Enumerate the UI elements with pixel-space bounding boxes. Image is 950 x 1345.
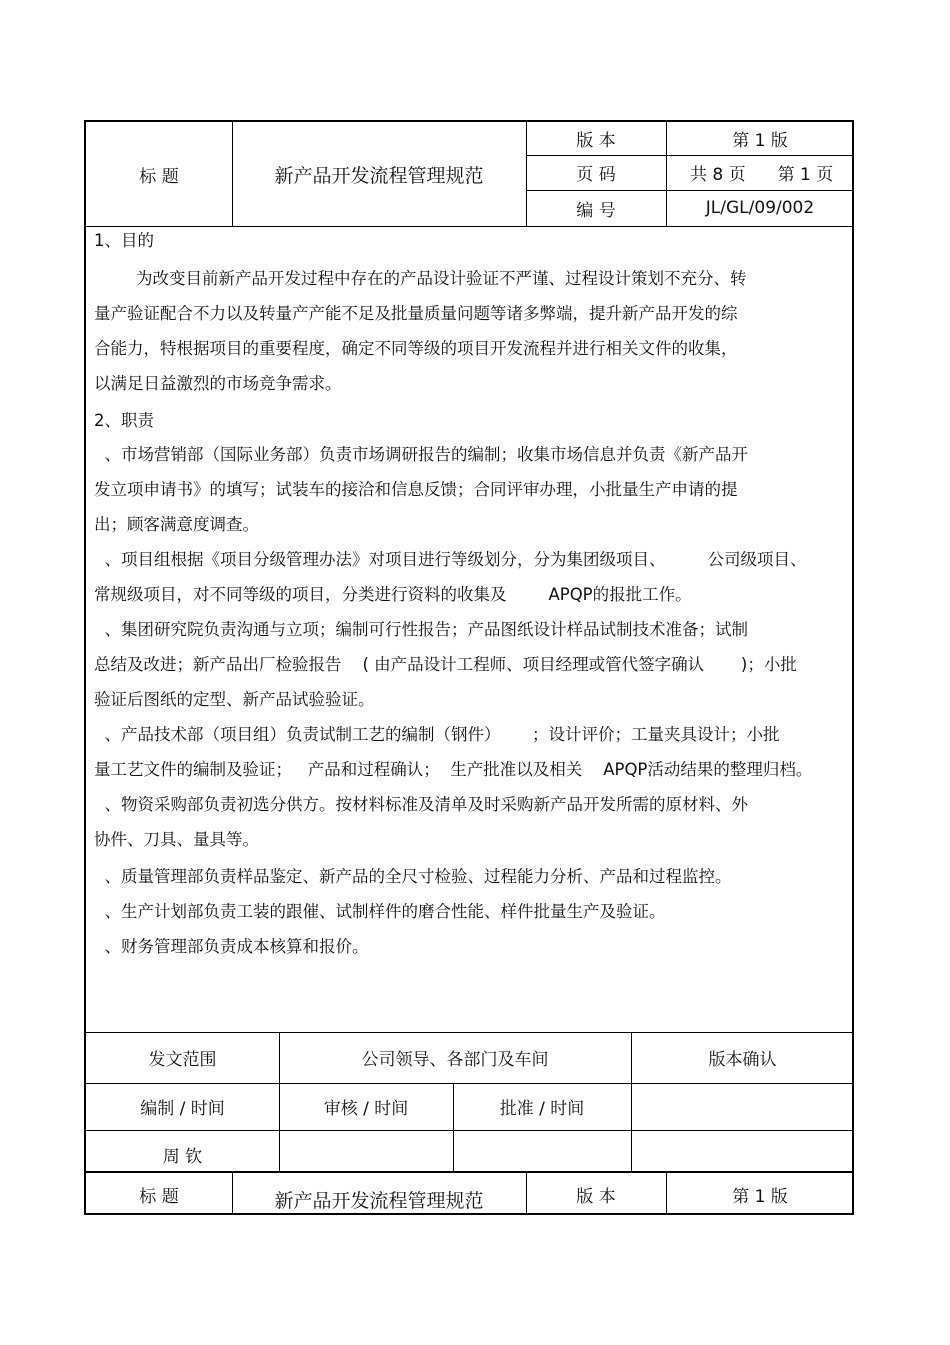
text-line: 协件、刀具、量具等。 [94,830,259,849]
text-line: 、物资采购部负责初选分供方。按材料标准及清单及时采购新产品开发所需的原材料、外 [94,795,748,814]
document-form [84,120,854,1215]
text-line: 1、目的 [94,231,154,250]
text-line: 总结及改进；新产品出厂检验报告 ( 由产品设计工程师、项目经理或管代签字确认 )；小批 [94,655,797,674]
next-version-value: 第 1 版 [732,1186,788,1207]
text-line: 、产品技术部（项目组）负责试制工艺的编制（钢件） ；设计评价；工量夹具设计；小批 [94,725,780,744]
page-current: 第 1 页 [777,165,834,185]
text-line: 量产验证配合不力以及转量产产能不足及批量质量问题等诸多弊端，提升新产品开发的综 [94,304,738,323]
document-number: JL/GL/09/002 [705,198,815,218]
page-total: 共 8 页 [690,165,746,185]
text-line: 、市场营销部（国际业务部）负责市场调研报告的编制；收集市场信息并负责《新产品开 [94,445,748,464]
next-version-label: 版 本 [576,1186,616,1207]
version-confirm-label: 版本确认 [708,1050,777,1070]
divider [86,226,854,227]
circulate-label: 周 钦 [162,1147,203,1167]
text-line: 出；顾客满意度调查。 [94,515,259,534]
text-line: 以满足日益激烈的市场竞争需求。 [94,374,342,393]
text-line: 2、职责 [94,411,154,430]
page-value [666,155,854,190]
number-label: 编 号 [576,200,616,221]
text-line: 发立项申请书》的填写；试装车的接洽和信息反馈；合同评审办理，小批量生产申请的提 [94,480,738,499]
document-title: 新产品开发流程管理规范 [274,164,484,187]
distribution-value: 公司领导、各部门及车间 [361,1050,549,1070]
text-line: 验证后图纸的定型、新产品试验验证。 [94,690,375,709]
text-line: 常规级项目，对不同等级的项目，分类进行资料的收集及 APQP的报批工作。 [94,585,692,604]
text-line: 、财务管理部负责成本核算和报价。 [94,937,369,956]
approve-label: 批准 / 时间 [499,1099,585,1119]
distribution-label: 发文范围 [148,1050,217,1070]
next-title-label: 标 题 [139,1186,179,1207]
version-value: 第 1 版 [732,131,788,151]
text-line: 合能力，特根据项目的重要程度，确定不同等级的项目开发流程并进行相关文件的收集， [94,339,738,358]
next-document-title: 新产品开发流程管理规范 [274,1190,484,1212]
text-line: 、生产计划部负责工装的跟催、试制样件的磨合性能、样件批量生产及验证。 [94,902,666,921]
text-line: 、项目组根据《项目分级管理办法》对项目进行等级划分，分为集团级项目、 公司级项目、 [94,550,807,569]
page-label: 页 码 [576,165,616,185]
text-line: 、集团研究院负责沟通与立项；编制可行性报告；产品图纸设计样品试制技术准备；试制 [94,620,748,639]
title-label: 标 题 [139,166,179,187]
author-label: 编制 / 时间 [140,1099,225,1119]
text-line: 为改变目前新产品开发过程中存在的产品设计验证不严谨、过程设计策划不充分、转 [94,269,747,288]
version-label: 版 本 [576,131,616,151]
text-line: 量工艺文件的编制及验证； 产品和过程确认； 生产批准以及相关 APQP活动结果的整理归档。 [94,760,813,779]
text-line: 、质量管理部负责样品鉴定、新产品的全尺寸检验、过程能力分析、产品和过程监控。 [94,867,732,886]
review-label: 审核 / 时间 [323,1099,409,1119]
